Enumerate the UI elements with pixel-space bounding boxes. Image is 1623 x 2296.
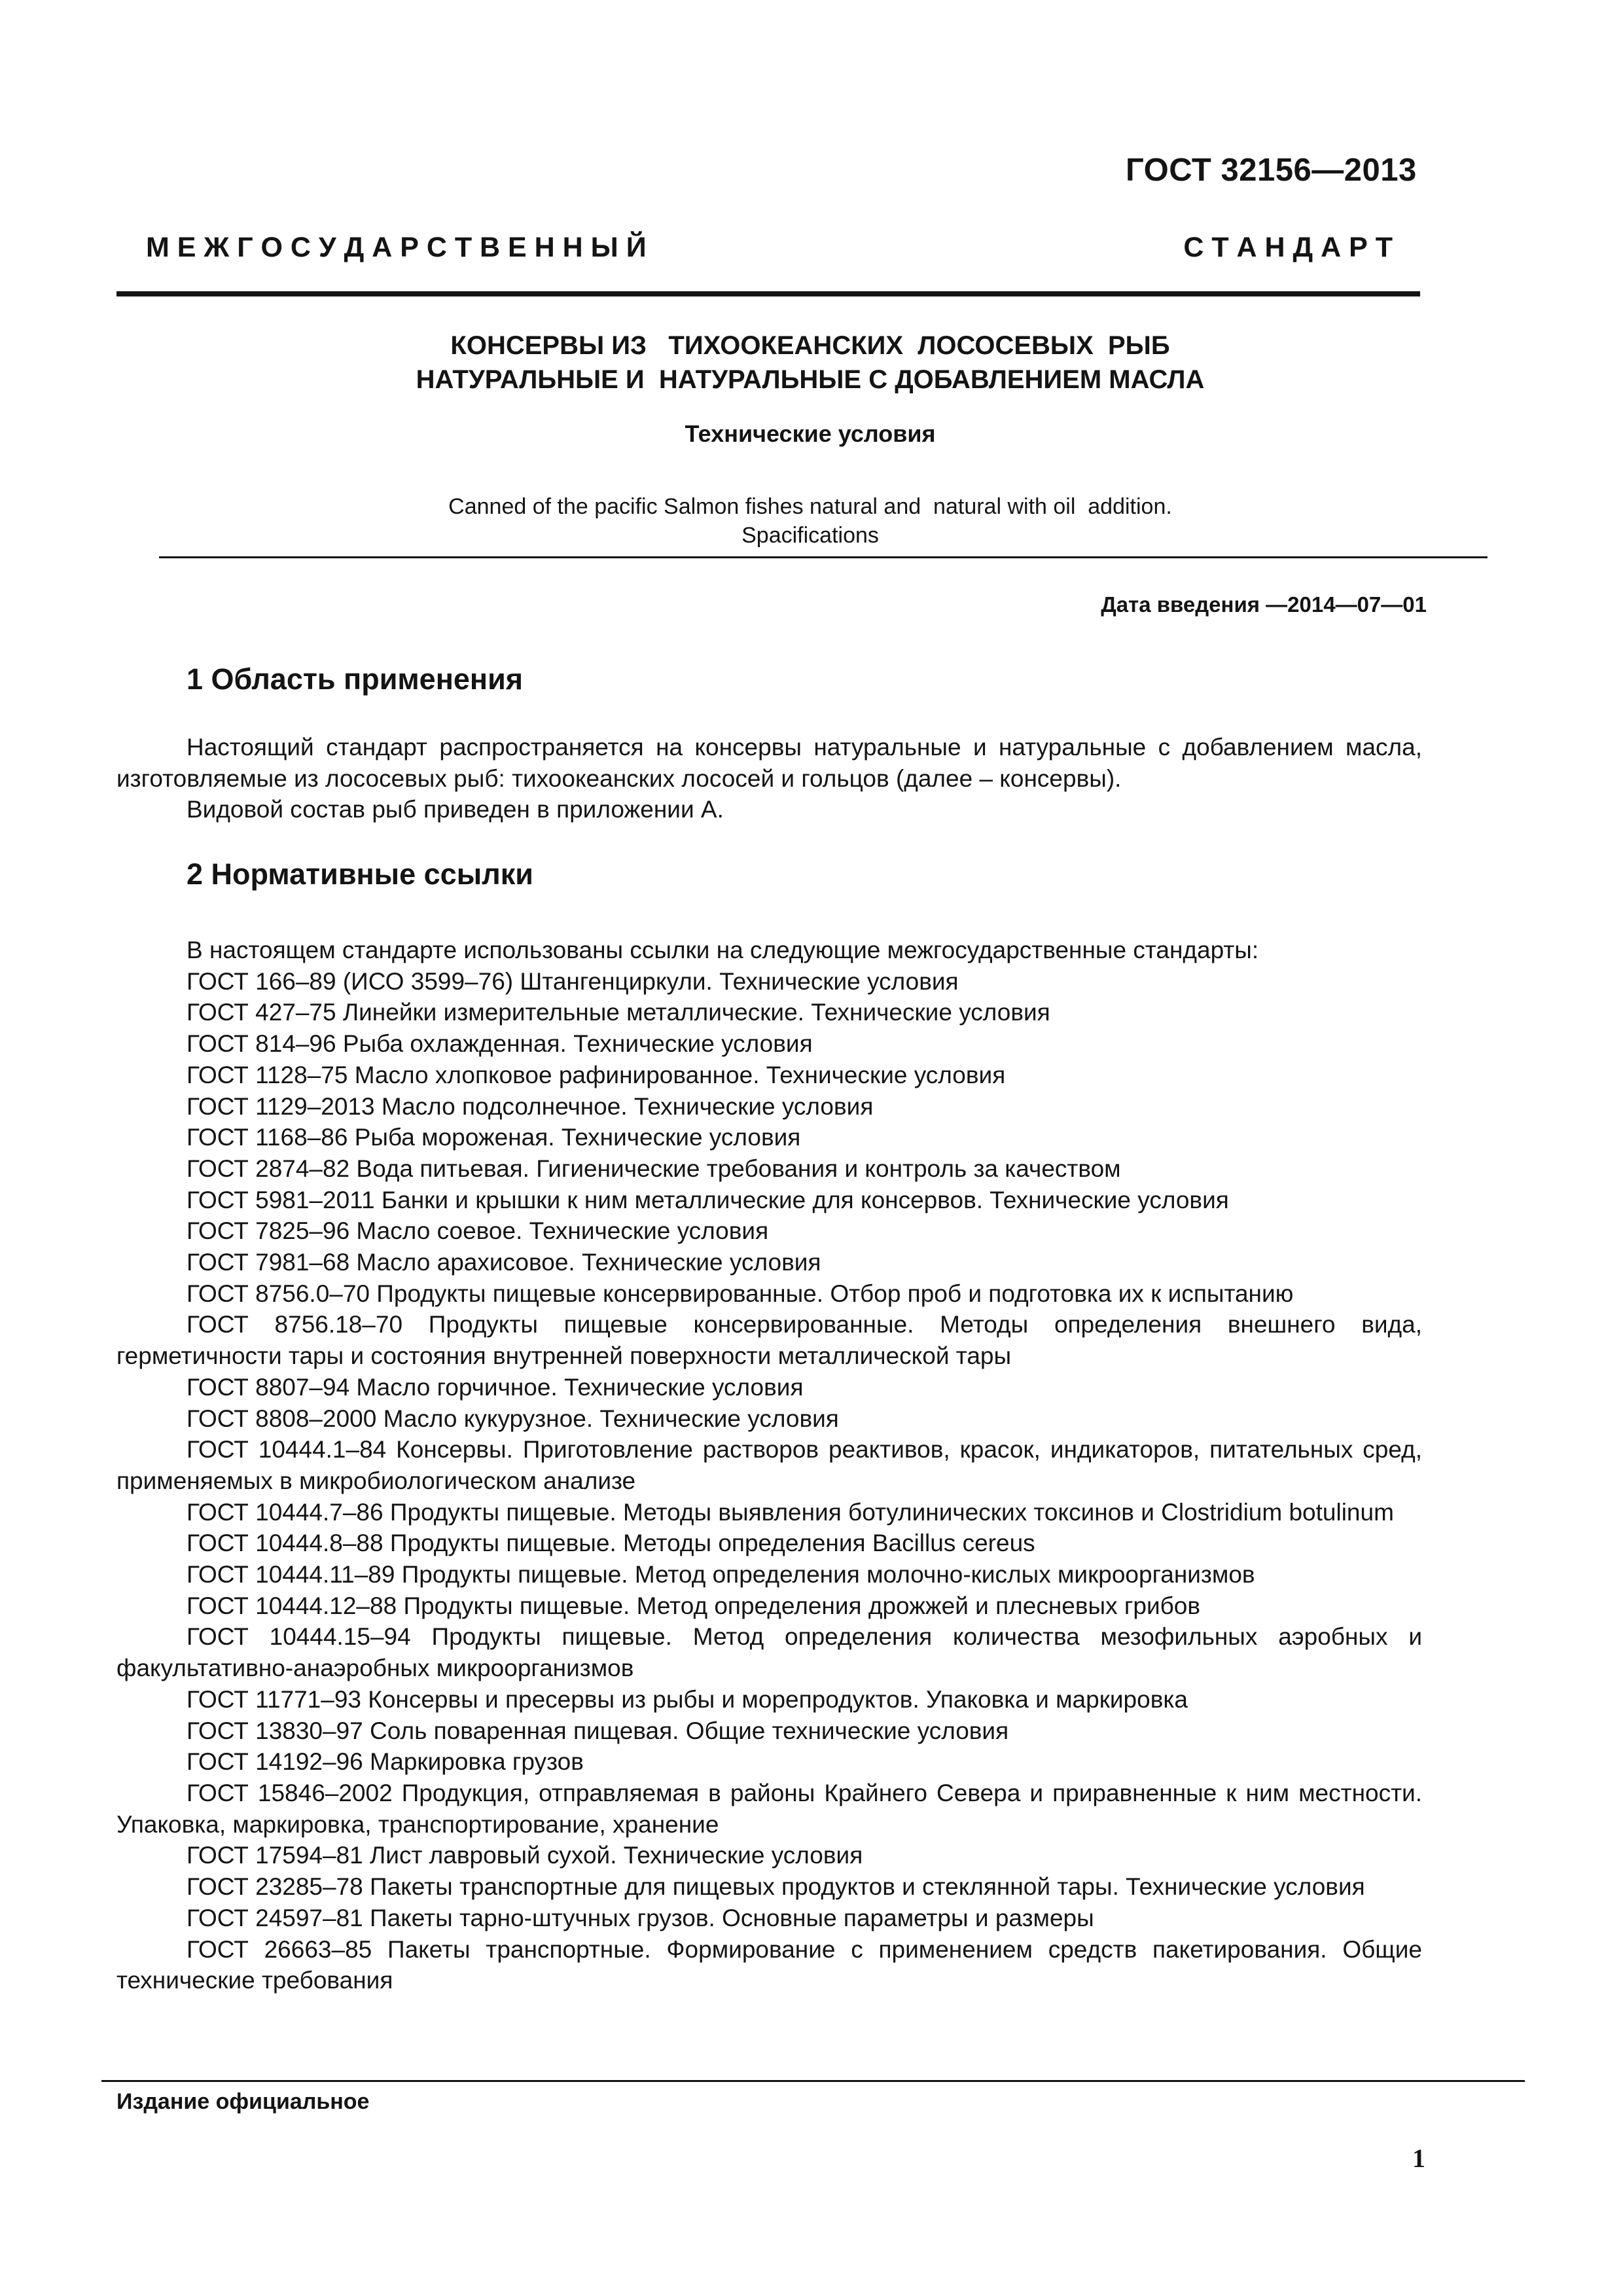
edition-label: Издание официальное	[116, 2089, 370, 2114]
reference-items	[116, 966, 1422, 1996]
title-line-1: КОНСЕРВЫ ИЗ ТИХООКЕАНСКИХ ЛОСОСЕВЫХ РЫБ	[450, 331, 1170, 360]
document-code: ГОСТ 32156—2013	[1126, 152, 1417, 188]
reference-item: ГОСТ 814–96 Рыба охлажденная. Технические условия	[187, 1030, 813, 1058]
section-2-heading: 2 Нормативные ссылки	[187, 857, 533, 891]
standard-kind-word-1: М Е Ж Г О С У Д А Р С Т В Е Н Н Ы Й	[146, 232, 647, 263]
reference-item: ГОСТ 26663–85 Пакеты транспортные. Формирование с применением средств пакетирования. Общие технические требования	[116, 1935, 1422, 1994]
reference-item: ГОСТ 8756.0–70 Продукты пищевые консервированные. Отбор проб и подготовка их к испытанию	[187, 1280, 1294, 1307]
header-divider	[116, 291, 1420, 296]
reference-item: ГОСТ 10444.8–88 Продукты пищевые. Методы определения Bacillus cereus	[187, 1530, 1035, 1557]
standard-kind-heading	[146, 232, 1393, 264]
reference-item: ГОСТ 11771–93 Консервы и пресервы из рыбы и морепродуктов. Упаковка и маркировка	[187, 1685, 1188, 1713]
english-title	[116, 492, 1504, 550]
reference-item: ГОСТ 23285–78 Пакеты транспортные для пищевых продуктов и стеклянной тары. Технические условия	[187, 1873, 1365, 1901]
reference-item: ГОСТ 10444.7–86 Продукты пищевые. Методы выявления ботулинических токсинов и Clostridium botulinum	[187, 1498, 1394, 1526]
document-subtitle: Технические условия	[685, 420, 936, 447]
section-1-paragraph: Видовой состав рыб приведен в приложении А.	[187, 796, 724, 823]
title-divider	[159, 556, 1488, 558]
reference-item: ГОСТ 8807–94 Масло горчичное. Технические условия	[187, 1373, 804, 1401]
introduction-date: Дата введения —2014—07—01	[1101, 592, 1427, 617]
references-intro: В настоящем стандарте использованы ссылки на следующие межгосударственные стандарты:	[187, 937, 1259, 963]
reference-item: ГОСТ 8756.18–70 Продукты пищевые консервированные. Методы определения внешнего вида, герметичности тары и состояния внутренней поверхности металлической тары	[116, 1311, 1422, 1370]
reference-item: ГОСТ 10444.12–88 Продукты пищевые. Метод определения дрожжей и плесневых грибов	[187, 1592, 1201, 1619]
references-list	[116, 935, 1422, 1996]
reference-item: ГОСТ 427–75 Линейки измерительные металлические. Технические условия	[187, 999, 1050, 1026]
page-number: 1	[1412, 2144, 1425, 2173]
reference-item: ГОСТ 10444.15–94 Продукты пищевые. Метод определения количества мезофильных аэробных и факультативно-анаэробных микроорганизмов	[116, 1623, 1422, 1682]
reference-item: ГОСТ 5981–2011 Банки и крышки к ним металлические для консервов. Технические условия	[187, 1186, 1229, 1213]
reference-item: ГОСТ 7825–96 Масло соевое. Технические условия	[187, 1217, 769, 1245]
reference-item: ГОСТ 8808–2000 Масло кукурузное. Технические условия	[187, 1405, 839, 1432]
reference-item: ГОСТ 15846–2002 Продукция, отправляемая в районы Крайнего Севера и приравненные к ним местности. Упаковка, маркировка, транспортирование, хранение	[116, 1779, 1422, 1838]
standard-kind-word-2: С Т А Н Д А Р Т	[1183, 232, 1393, 263]
reference-item: ГОСТ 10444.1–84 Консервы. Приготовление растворов реактивов, красок, индикаторов, питательных сред, применяемых в микробиологическом анализе	[116, 1436, 1422, 1494]
english-title-line-1: Canned of the pacific Salmon fishes natural and natural with oil addition.	[448, 494, 1172, 519]
reference-item: ГОСТ 13830–97 Соль поваренная пищевая. Общие технические условия	[187, 1717, 1009, 1744]
section-1-body	[116, 732, 1422, 825]
section-1-heading: 1 Область применения	[187, 662, 524, 696]
reference-item: ГОСТ 7981–68 Масло арахисовое. Технические условия	[187, 1249, 821, 1276]
reference-item: ГОСТ 17594–81 Лист лавровый сухой. Технические условия	[187, 1842, 863, 1869]
section-1-paragraph: Настоящий стандарт распространяется на консервы натуральные и натуральные с добавлением масла, изготовляемые из лососевых рыб: тихоокеанских лососей и гольцов (далее – консервы).	[116, 734, 1422, 792]
document-title	[116, 329, 1504, 397]
reference-item: ГОСТ 24597–81 Пакеты тарно-штучных грузов. Основные параметры и размеры	[187, 1904, 1094, 1931]
reference-item: ГОСТ 166–89 (ИСО 3599–76) Штангенциркули. Технические условия	[187, 967, 959, 995]
english-title-line-2: Spacifications	[741, 523, 879, 548]
reference-item: ГОСТ 2874–82 Вода питьевая. Гигиенические требования и контроль за качеством	[187, 1155, 1121, 1182]
reference-item: ГОСТ 14192–96 Маркировка грузов	[187, 1748, 584, 1776]
title-line-2: НАТУРАЛЬНЫЕ И НАТУРАЛЬНЫЕ С ДОБАВЛЕНИЕМ МАСЛА	[416, 365, 1205, 394]
reference-item: ГОСТ 1129–2013 Масло подсолнечное. Технические условия	[187, 1092, 874, 1120]
reference-item: ГОСТ 1128–75 Масло хлопковое рафинированное. Технические условия	[187, 1061, 1006, 1088]
footer-divider	[101, 2080, 1525, 2082]
reference-item: ГОСТ 10444.11–89 Продукты пищевые. Метод определения молочно-кислых микроорганизмов	[187, 1561, 1255, 1588]
reference-item: ГОСТ 1168–86 Рыба мороженая. Технические условия	[187, 1124, 801, 1151]
